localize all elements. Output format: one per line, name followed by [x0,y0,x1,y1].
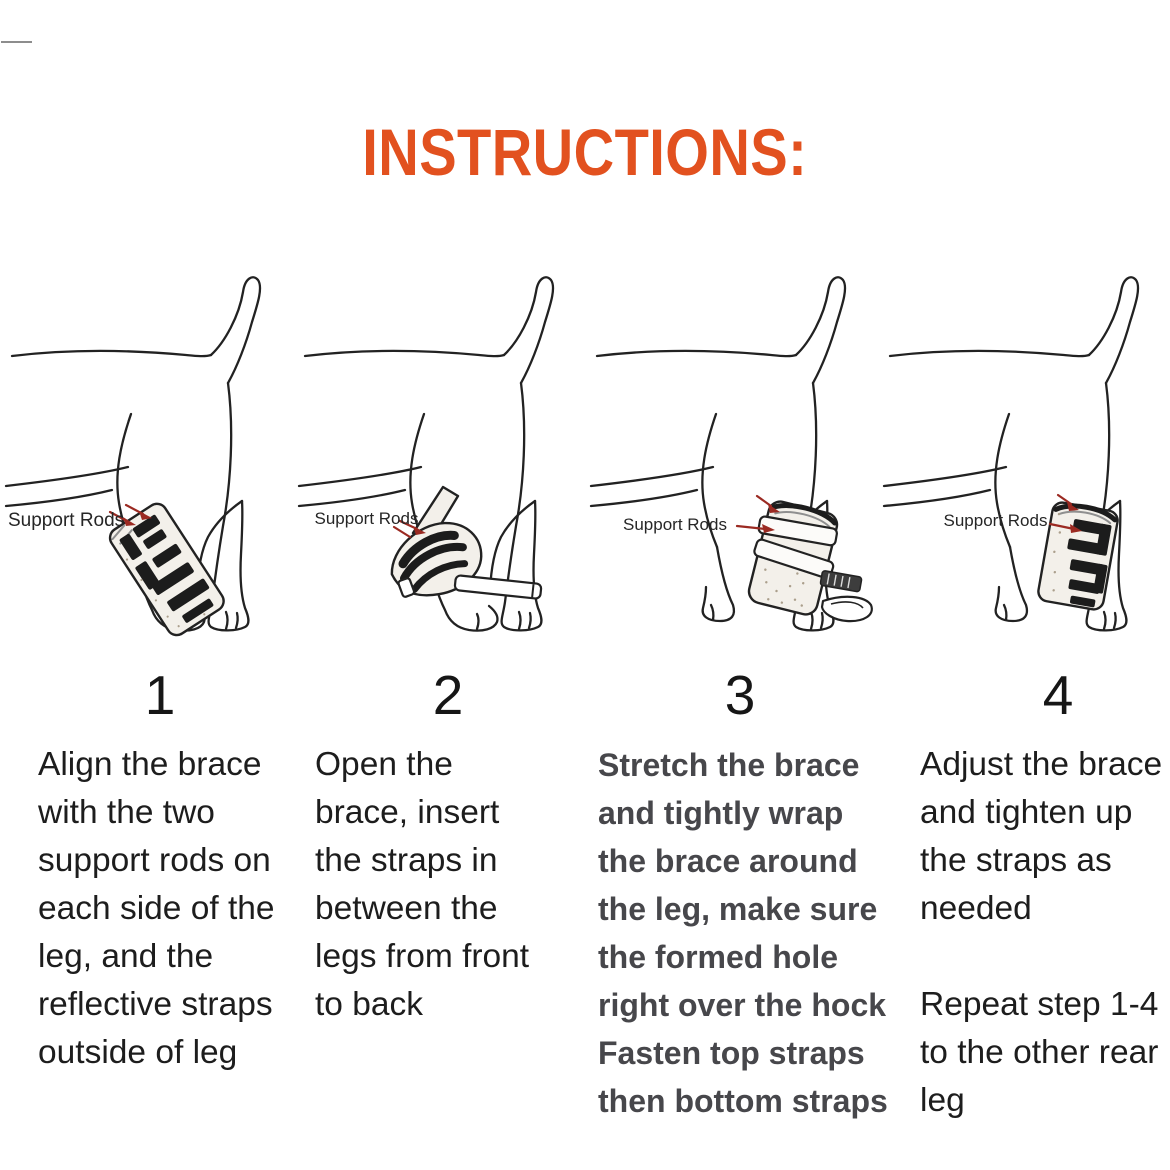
support-rods-label: Support Rods [8,510,125,531]
step-3-description: Stretch the brace and tightly wrap the brace around the leg, make sure the formed hole right over the hock Fasten top straps then bottom straps [598,747,888,1119]
step-4-illustration [878,260,1170,660]
step-4-panel [878,260,1170,660]
step-1-illustration [0,260,292,660]
step-2-panel [293,260,586,660]
step-3-number: 3 [724,664,756,726]
leg-brace-graphic [380,487,541,608]
support-rods-label: Support Rods [943,511,1048,530]
support-rods-label: Support Rods [623,515,727,534]
page-title: INSTRUCTIONS: [362,115,808,189]
step-1-number: 1 [144,664,176,726]
leg-brace-graphic [1036,501,1118,611]
step-2-description: Open the brace, insert the straps in between the legs from front to back [315,746,530,1023]
step-4-description: Adjust the brace and tighten up the straps as needed Repeat step 1-4 to the other rear leg [920,746,1163,1119]
step-1-description: Align the brace with the two support rods on each side of the leg, and the reflective straps outside of leg [38,746,275,1071]
step-2-illustration [293,260,585,660]
step-3-panel [585,260,878,660]
step-1-panel [0,260,293,660]
illustration-row [0,260,1170,660]
step-3-illustration [585,260,877,660]
step-2-number: 2 [432,664,464,726]
step-4-number: 4 [1042,664,1074,726]
support-rods-label: Support Rods [314,509,419,528]
leg-brace-graphic [740,498,872,622]
scan-artifact-line [1,41,32,43]
